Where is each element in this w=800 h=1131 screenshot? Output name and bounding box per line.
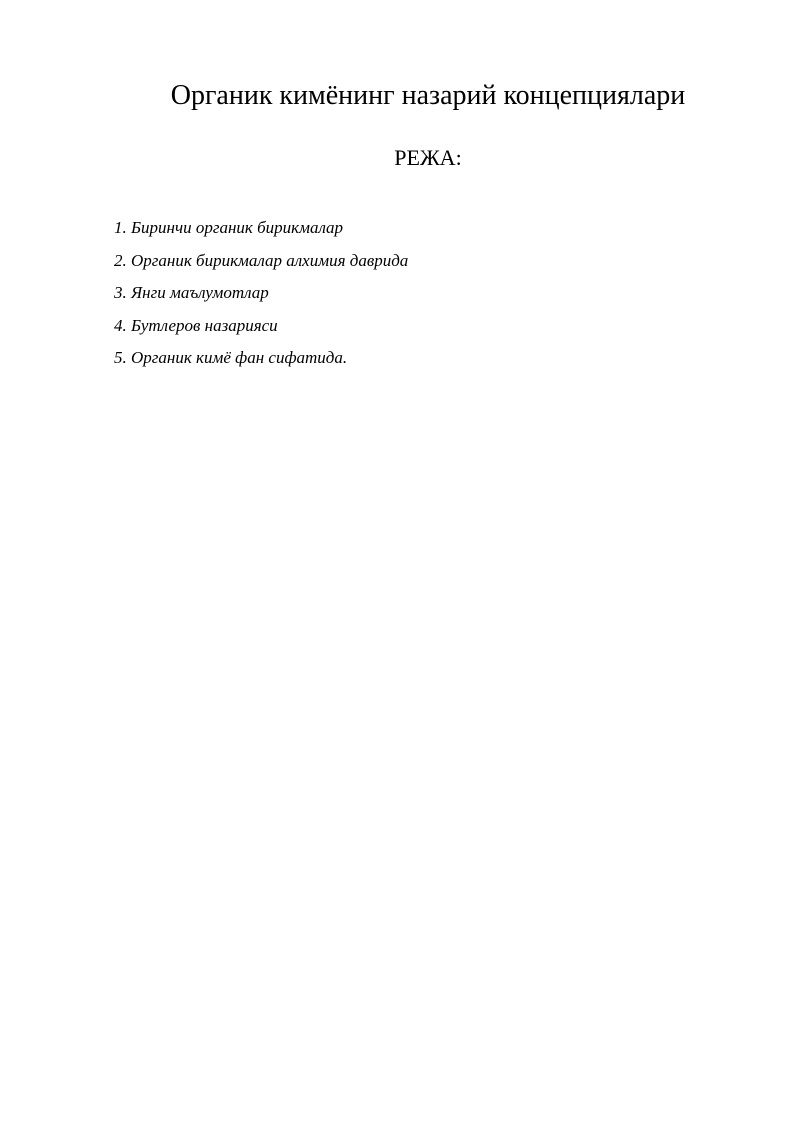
plan-item: 3. Янги маълумотлар: [114, 283, 269, 302]
plan-item: 5. Органик кимё фан сифатида.: [114, 348, 348, 367]
plan-list: [114, 212, 408, 375]
document-title: Органик кимёнинг назарий концепциялари: [170, 80, 686, 111]
plan-item: 2. Органик бирикмалар алхимия даврида: [114, 250, 409, 270]
plan-item: 1. Биринчи органик бирикмалар: [114, 218, 344, 237]
plan-item: 4. Бутлеров назарияси: [114, 315, 278, 335]
plan-heading: РЕЖА:: [394, 145, 462, 170]
